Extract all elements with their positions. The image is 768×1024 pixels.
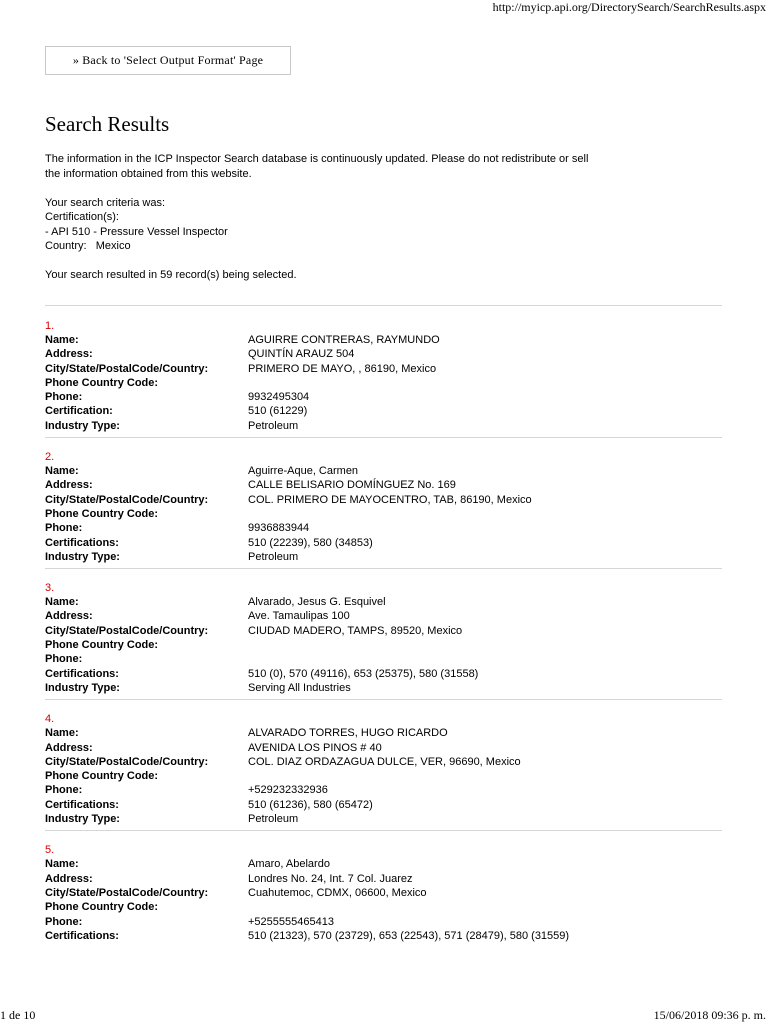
record-divider xyxy=(45,830,722,831)
field-label: Name: xyxy=(45,596,79,609)
result-record xyxy=(45,450,722,564)
field-label: City/State/PostalCode/Country: xyxy=(45,755,209,768)
field-value: ALVARADO TORRES, HUGO RICARDO xyxy=(248,727,448,740)
print-header-url: http://myicp.api.org/DirectorySearch/SearchResults.aspx xyxy=(492,0,766,14)
field-label: City/State/PostalCode/Country: xyxy=(45,493,209,506)
record-divider xyxy=(45,699,722,700)
field-label: Phone Country Code: xyxy=(45,639,159,652)
field-value: Serving All Industries xyxy=(248,681,351,694)
record-field-row xyxy=(45,333,722,347)
result-record xyxy=(45,712,722,826)
record-number: 2. xyxy=(45,451,55,464)
field-label: Name: xyxy=(45,727,79,740)
field-label: Certifications: xyxy=(45,798,119,811)
record-field-row xyxy=(45,404,722,418)
record-field-row xyxy=(45,929,722,943)
field-label: Phone: xyxy=(45,391,83,404)
record-field-row xyxy=(45,464,722,478)
field-value xyxy=(248,769,722,783)
certifications-label: Certification(s): xyxy=(45,211,119,223)
record-field-row xyxy=(45,362,722,376)
record-field-row xyxy=(45,478,722,492)
field-label: Industry Type: xyxy=(45,681,120,694)
field-label: City/State/PostalCode/Country: xyxy=(45,624,209,637)
result-record xyxy=(45,581,722,695)
record-field-row xyxy=(45,638,722,652)
record-divider xyxy=(45,437,722,438)
field-value: 510 (0), 570 (49116), 653 (25375), 580 (31558) xyxy=(248,667,479,680)
field-label: Address: xyxy=(45,348,93,361)
record-field-row xyxy=(45,872,722,886)
field-value: Alvarado, Jesus G. Esquivel xyxy=(248,596,386,609)
field-label: Industry Type: xyxy=(45,419,120,432)
field-value: Ave. Tamaulipas 100 xyxy=(248,610,350,623)
record-field-row xyxy=(45,550,722,564)
field-label: Industry Type: xyxy=(45,550,120,563)
record-field-row xyxy=(45,536,722,550)
field-label: City/State/PostalCode/Country: xyxy=(45,362,209,375)
field-value xyxy=(248,376,722,390)
record-field-row xyxy=(45,741,722,755)
field-value: COL. PRIMERO DE MAYOCENTRO, TAB, 86190, Mexico xyxy=(248,493,532,506)
back-to-output-format-button[interactable]: » Back to 'Select Output Format' Page xyxy=(45,46,291,75)
redistribution-notice: The information in the ICP Inspector Search database is continuously updated. Please do not redistribute or sell the information obtained from this website. xyxy=(45,153,589,180)
field-value: Londres No. 24, Int. 7 Col. Juarez xyxy=(248,872,413,885)
result-record xyxy=(45,319,722,433)
record-field-row xyxy=(45,900,722,914)
field-value: Aguirre-Aque, Carmen xyxy=(248,465,359,478)
field-label: Certifications: xyxy=(45,667,119,680)
record-field-row xyxy=(45,798,722,812)
field-label: Phone Country Code: xyxy=(45,770,159,783)
field-value: 9936883944 xyxy=(248,522,310,535)
record-field-row xyxy=(45,857,722,871)
field-label: Name: xyxy=(45,334,79,346)
field-label: Name: xyxy=(45,465,79,478)
field-label: Phone: xyxy=(45,915,83,928)
field-label: Certifications: xyxy=(45,929,119,942)
field-value: AVENIDA LOS PINOS # 40 xyxy=(248,741,382,754)
result-record xyxy=(45,843,722,943)
field-label: Name: xyxy=(45,858,79,871)
field-value: 510 (61229) xyxy=(248,405,308,418)
field-label: Address: xyxy=(45,479,93,492)
field-value: Amaro, Abelardo xyxy=(248,858,330,871)
field-value xyxy=(248,900,722,914)
record-number: 4. xyxy=(45,713,55,726)
record-number: 5. xyxy=(45,844,55,857)
record-number: 1. xyxy=(45,320,55,332)
record-field-row xyxy=(45,652,722,666)
field-label: Certifications: xyxy=(45,536,119,549)
country-criterion: Country: Mexico xyxy=(45,240,131,252)
record-field-row xyxy=(45,886,722,900)
field-label: Address: xyxy=(45,872,93,885)
field-value: 9932495304 xyxy=(248,391,310,404)
field-value: Petroleum xyxy=(248,419,299,432)
record-field-row xyxy=(45,783,722,797)
field-value xyxy=(248,652,722,666)
field-label: Phone Country Code: xyxy=(45,376,159,389)
record-field-row xyxy=(45,915,722,929)
record-field-row xyxy=(45,376,722,390)
record-field-row xyxy=(45,812,722,826)
search-intro xyxy=(45,152,605,283)
record-field-row xyxy=(45,624,722,638)
record-field-row xyxy=(45,419,722,433)
field-label: Phone: xyxy=(45,784,83,797)
field-value: CALLE BELISARIO DOMÍNGUEZ No. 169 xyxy=(248,479,456,492)
record-field-row xyxy=(45,726,722,740)
print-page-number: 1 de 10 xyxy=(0,1008,36,1022)
result-summary: Your search resulted in 59 record(s) being selected. xyxy=(45,269,297,281)
field-value: 510 (22239), 580 (34853) xyxy=(248,536,373,549)
field-value: 510 (21323), 570 (23729), 653 (22543), 571 (28479), 580 (31559) xyxy=(248,929,570,942)
field-value: QUINTÍN ARAUZ 504 xyxy=(248,348,355,361)
certification-criterion: - API 510 - Pressure Vessel Inspector xyxy=(45,225,228,238)
print-timestamp: 15/06/2018 09:36 p. m. xyxy=(653,1008,766,1022)
record-field-row xyxy=(45,609,722,623)
record-field-row xyxy=(45,667,722,681)
record-field-row xyxy=(45,507,722,521)
field-label: City/State/PostalCode/Country: xyxy=(45,886,209,899)
field-label: Industry Type: xyxy=(45,813,120,826)
field-label: Phone Country Code: xyxy=(45,901,159,914)
record-field-row xyxy=(45,493,722,507)
record-number: 3. xyxy=(45,582,55,595)
record-field-row xyxy=(45,521,722,535)
record-field-row xyxy=(45,595,722,609)
field-label: Phone: xyxy=(45,522,83,535)
field-value xyxy=(248,638,722,652)
record-field-row xyxy=(45,347,722,361)
field-value: Cuahutemoc, CDMX, 06600, Mexico xyxy=(248,886,427,899)
field-value: CIUDAD MADERO, TAMPS, 89520, Mexico xyxy=(248,624,463,637)
field-label: Phone: xyxy=(45,653,83,666)
record-field-row xyxy=(45,681,722,695)
record-field-row xyxy=(45,769,722,783)
page-title: Search Results xyxy=(45,112,170,136)
results-divider xyxy=(45,305,722,306)
record-field-row xyxy=(45,390,722,404)
criteria-heading: Your search criteria was: xyxy=(45,196,166,209)
record-field-row xyxy=(45,755,722,769)
field-label: Address: xyxy=(45,610,93,623)
field-value: Petroleum xyxy=(248,550,299,563)
field-value: Petroleum xyxy=(248,813,299,826)
field-label: Phone Country Code: xyxy=(45,507,159,520)
field-value: +529232332936 xyxy=(248,784,328,797)
field-value: PRIMERO DE MAYO, , 86190, Mexico xyxy=(248,362,437,375)
record-divider xyxy=(45,568,722,569)
field-value: +5255555465413 xyxy=(248,915,334,928)
field-value xyxy=(248,507,722,521)
field-label: Address: xyxy=(45,741,93,754)
field-value: 510 (61236), 580 (65472) xyxy=(248,798,373,811)
field-value: AGUIRRE CONTRERAS, RAYMUNDO xyxy=(248,334,440,346)
results-list xyxy=(45,319,722,943)
field-label: Certification: xyxy=(45,405,113,418)
field-value: COL. DIAZ ORDAZAGUA DULCE, VER, 96690, Mexico xyxy=(248,755,521,768)
